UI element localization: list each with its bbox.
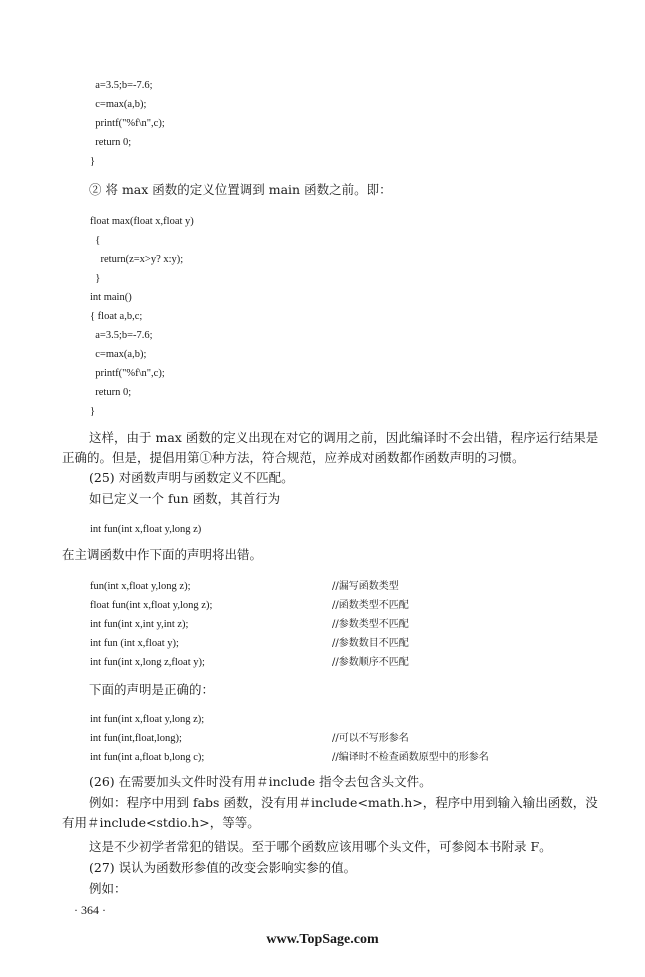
right-declarations xyxy=(90,710,590,767)
declaration-comment: //可以不写形参名 xyxy=(332,733,409,744)
declaration-comment: //参数类型不匹配 xyxy=(332,619,409,630)
declaration-code: int fun(int x,int y,int z); xyxy=(90,619,189,630)
explanation-paragraph: 这样，由于 max 函数的定义出现在对它的调用之前，因此编译时不会出错，程序运行结果是正确的。但是，提倡用第①种方法，符合规范，应养成对函数都作函数声明的习惯。 xyxy=(62,430,599,465)
declaration-code: float fun(int x,float y,long z); xyxy=(90,600,213,611)
item-26-note: 这是不少初学者常犯的错误。至于哪个函数应该用哪个头文件，可参阅本书附录 F。 xyxy=(89,839,552,854)
declaration-row xyxy=(90,596,590,615)
declaration-row xyxy=(90,615,590,634)
declaration-code: int fun(int x,long z,float y); xyxy=(90,657,205,668)
declaration-row xyxy=(90,748,590,767)
step2-heading: ② 将 max 函数的定义位置调到 main 函数之前。即： xyxy=(89,182,392,197)
item-27-example: 例如： xyxy=(89,881,127,896)
code-line: return(z=x>y? x:y); xyxy=(90,254,184,265)
declaration-code: int fun (int x,float y); xyxy=(90,638,179,649)
item-25-title: (25) 对函数声明与函数定义不匹配。 xyxy=(89,470,294,485)
declaration-code: int fun(int a,float b,long c); xyxy=(90,752,205,763)
declaration-code: int fun(int,float,long); xyxy=(90,733,182,744)
declaration-row xyxy=(90,729,590,748)
fun-header-code xyxy=(90,520,201,539)
declaration-row xyxy=(90,577,590,596)
declaration-comment: //参数数目不匹配 xyxy=(332,638,409,649)
code-line: printf("%f\n",c); xyxy=(90,368,165,379)
code-line: } xyxy=(90,156,96,167)
declaration-row xyxy=(90,653,590,672)
code-block-1 xyxy=(90,76,165,171)
code-line: return 0; xyxy=(90,387,132,398)
declaration-comment: //函数类型不匹配 xyxy=(332,600,409,611)
item-26-title: (26) 在需要加头文件时没有用＃include 指令去包含头文件。 xyxy=(89,774,432,789)
code-line: { float a,b,c; xyxy=(90,311,143,322)
declaration-comment: //编译时不检查函数原型中的形参名 xyxy=(332,752,489,763)
code-line: } xyxy=(90,273,101,284)
code-line: int fun(int x,float y,long z) xyxy=(90,524,202,535)
declaration-row xyxy=(90,710,590,729)
code-line: a=3.5;b=-7.6; xyxy=(90,80,153,91)
declaration-comment: //参数顺序不匹配 xyxy=(332,657,409,668)
wrong-declarations xyxy=(90,577,590,672)
item-26-example: 例如：程序中用到 fabs 函数，没有用＃include<math.h>，程序中用到输入输出函数，没有用＃include<stdio.h>，等等。 xyxy=(62,795,598,830)
code-line: printf("%f\n",c); xyxy=(90,118,165,129)
code-line: return 0; xyxy=(90,137,132,148)
wrong-intro: 在主调函数中作下面的声明将出错。 xyxy=(62,547,263,562)
item-25-intro: 如已定义一个 fun 函数，其首行为 xyxy=(89,491,281,506)
code-line: c=max(a,b); xyxy=(90,99,147,110)
footer-url[interactable]: www.TopSage.com xyxy=(266,932,379,947)
code-line: a=3.5;b=-7.6; xyxy=(90,330,153,341)
page-number: · 364 · xyxy=(74,903,106,917)
code-line: float max(float x,float y) xyxy=(90,216,194,227)
declaration-code: int fun(int x,float y,long z); xyxy=(90,714,205,725)
declaration-comment: //漏写函数类型 xyxy=(332,581,399,592)
right-intro: 下面的声明是正确的： xyxy=(89,682,215,697)
code-line: } xyxy=(90,406,96,417)
item-27-title: (27) 误认为函数形参值的改变会影响实参的值。 xyxy=(89,860,357,875)
declaration-code: fun(int x,float y,long z); xyxy=(90,581,191,592)
declaration-row xyxy=(90,634,590,653)
code-line: { xyxy=(90,235,101,246)
code-line: c=max(a,b); xyxy=(90,349,147,360)
code-block-2 xyxy=(90,212,194,421)
code-line: int main() xyxy=(90,292,132,303)
